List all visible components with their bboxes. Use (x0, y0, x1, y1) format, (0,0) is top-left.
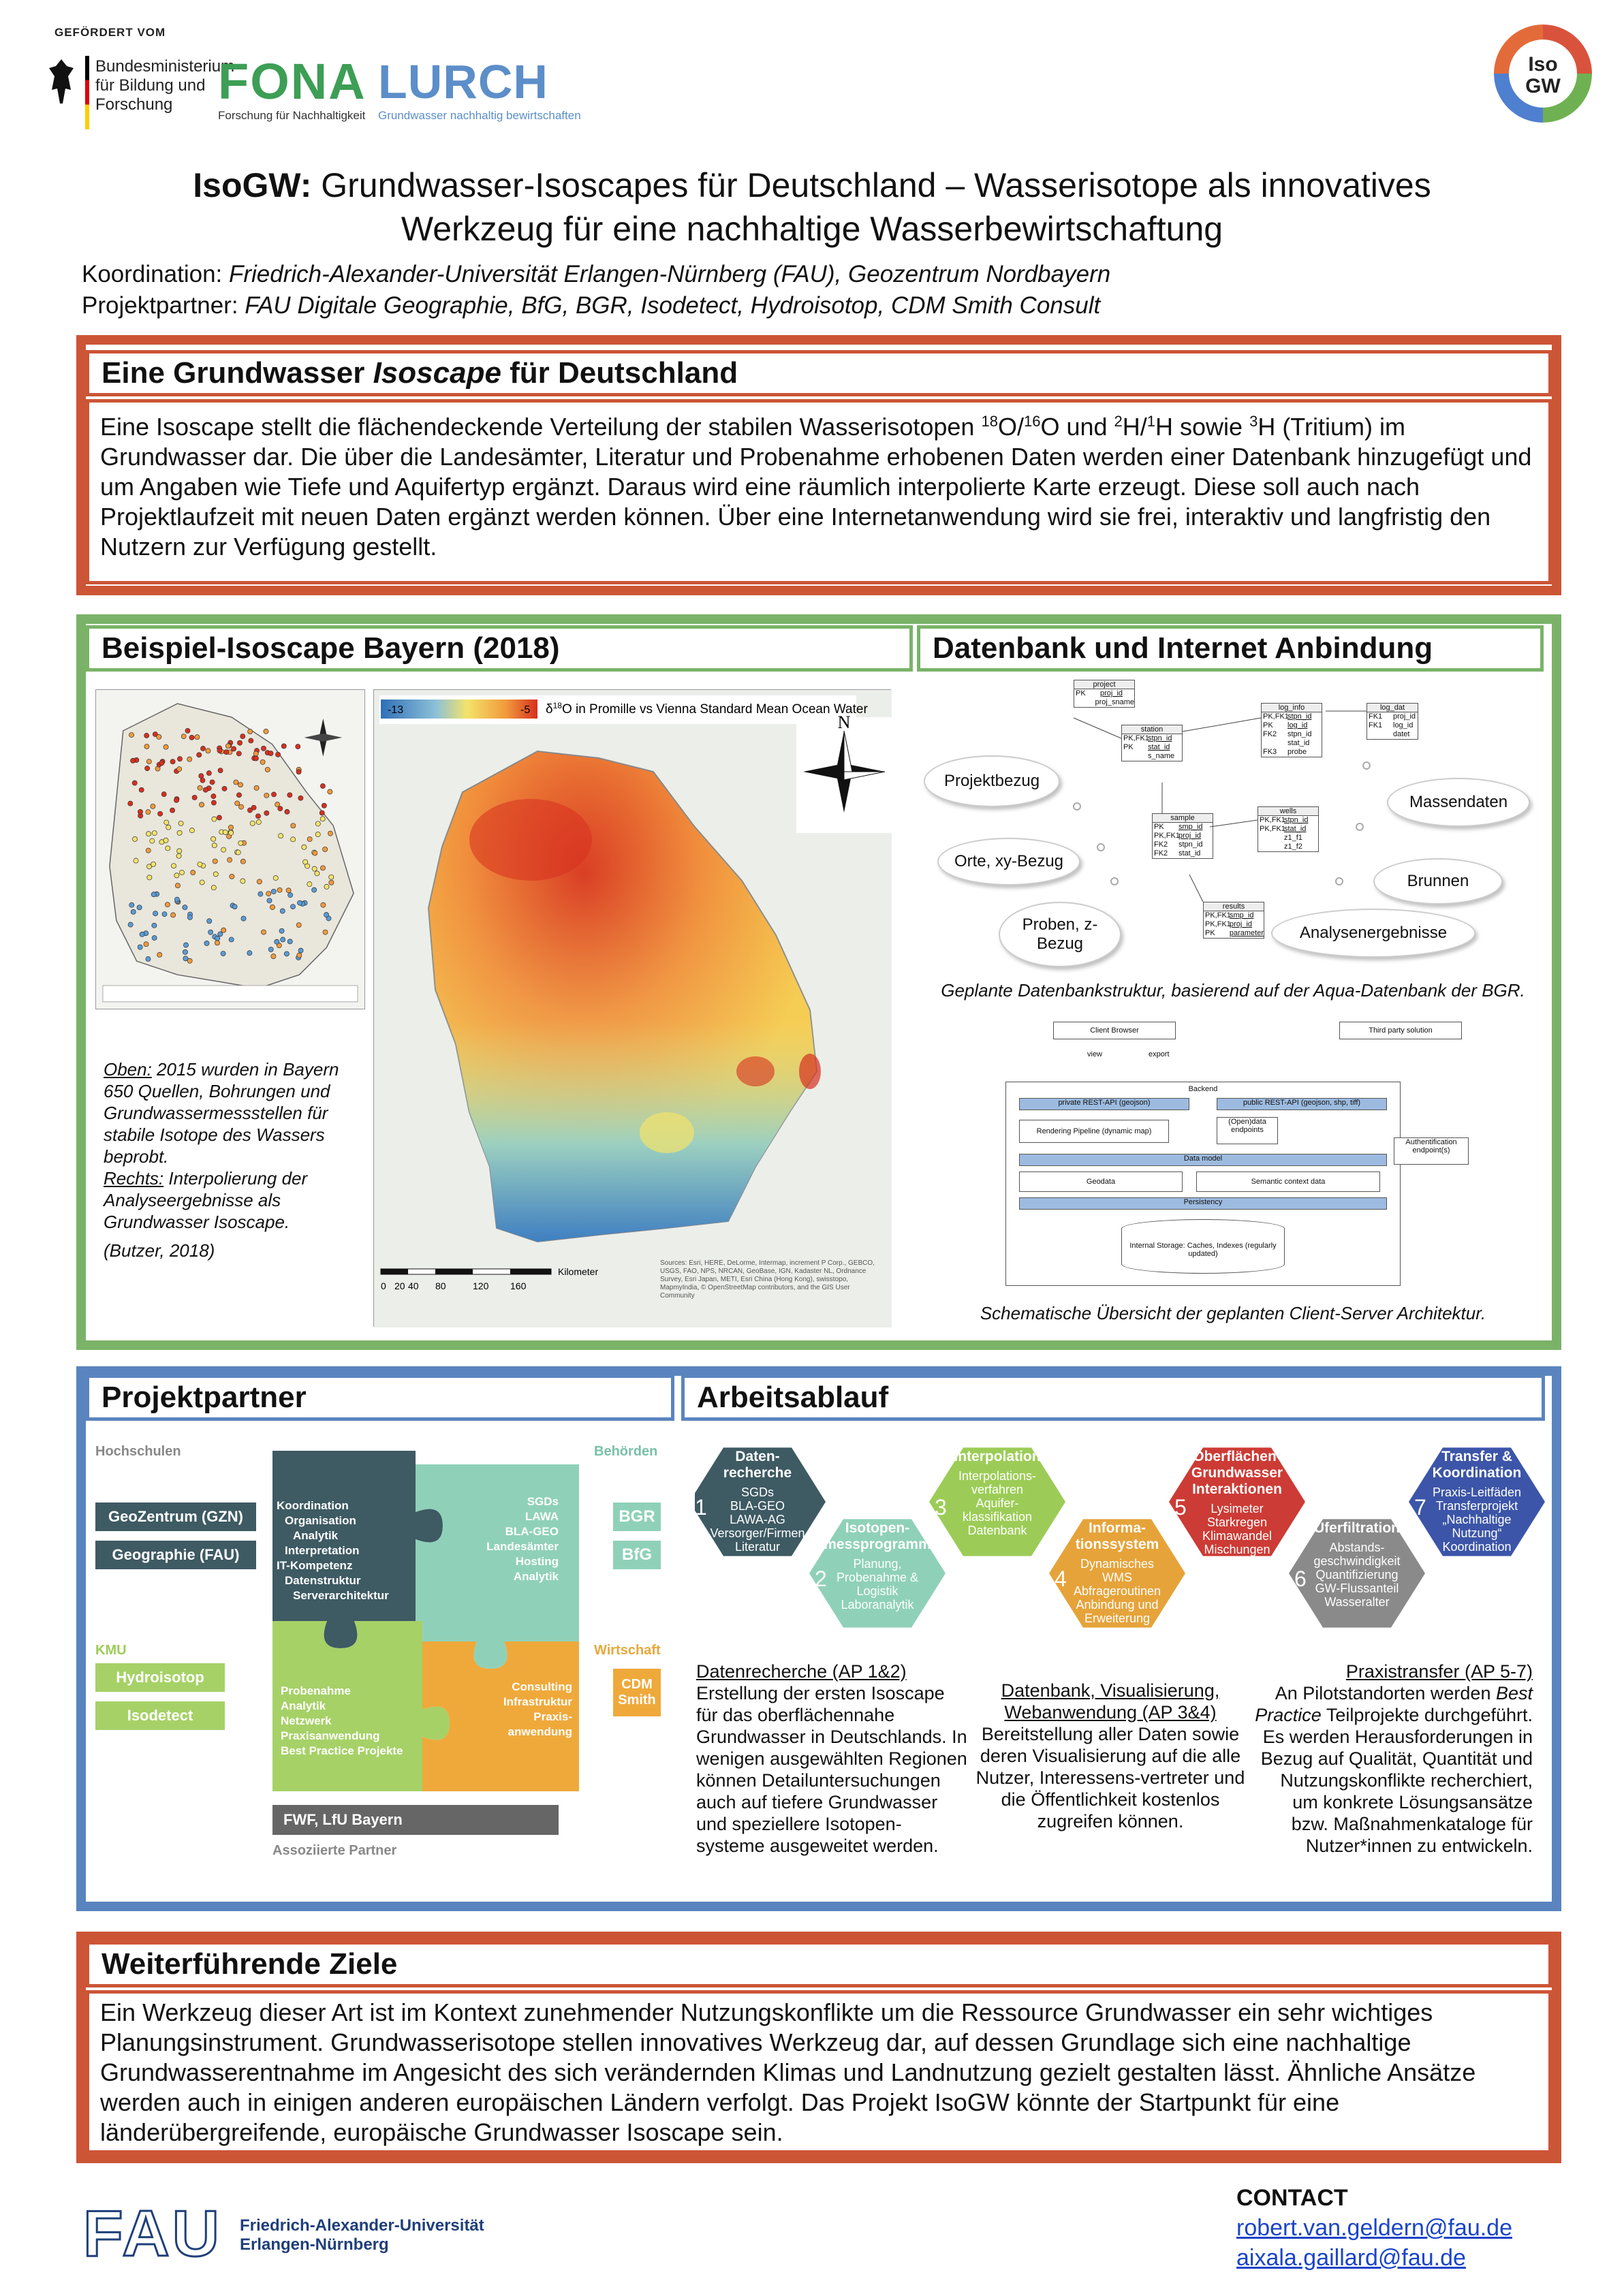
partner-isodetect: Isodetect (95, 1701, 225, 1730)
puzzle-piece-wirtschaft: Consulting Infrastruktur Praxis- anwendung (503, 1680, 572, 1738)
db-caption: Geplante Datenbankstruktur, basierend auf der Aqua-Datenbank der BGR. (941, 980, 1525, 1001)
hex-body: Lysimeter Starkregen Klimawandel Mischungen (1202, 1502, 1272, 1556)
hex-number: 3 (935, 1495, 947, 1520)
arch-open-data: (Open)data endpoints (1217, 1117, 1278, 1144)
workflow-text-3: Praxistransfer (AP 5-7) An Pilotstandorten werden Best Practice Teilprojekte durchgeführt. Es werden Herausforderungen in Bezug auf Qualität, Quantität und Nutzungskonflikte recherchiert, um konkrete Lösungsansätze bzw. Maßnahmenkataloge für Nutzer*innen zu entwickeln. (1255, 1661, 1533, 1856)
fau-wordmark: FAU (83, 2197, 222, 2270)
bubble-brunnen: Brunnen (1373, 858, 1503, 905)
label-hochschulen: Hochschulen (95, 1444, 181, 1459)
hex-body: SGDs BLA-GEO LAWA-AG Versorger/Firmen Literatur (710, 1485, 805, 1554)
partner-label: Projektpartner: (82, 292, 245, 319)
section2-right-heading: Datenbank und Internet Anbindung (917, 625, 1544, 672)
fau-logo (83, 2197, 492, 2275)
email-link-1[interactable]: robert.van.geldern@fau.de (1236, 2215, 1512, 2241)
section4-text: Ein Werkzeug dieser Art ist im Kontext zunehmender Nutzungskonflikte um die Ressource Grundwasser ein sehr wichtiges Planungsinstrument. Grundwasserisotope stellen innovatives Werkzeug dar, auf dessen Grundlage sich eine nachhaltige Grundwasserentnahme im Angesicht des sich verändernden Klimas und Landnutzung gezielt gestalten lässt. Ähnliche Ansätze werden auch in einigen anderen europäischen Ländern verfolgt. Das Projekt IsoGW könnte der Startpunkt für eine länderübergreifende, europäische Grundwasser Isoscape sein. (86, 1990, 1552, 2154)
workflow-text-2: Datenbank, Visualisierung, Webanwendung (AP 3&4) Bereitstellung aller Daten sowie deren Visualisierung auf die alle Nutzer, Interessens-vertreter und die Öffentlichkeit kostenlos zugreifen können. (975, 1680, 1245, 1831)
arch-storage: Internal Storage: Caches, Indexes (regularly updated) (1121, 1219, 1285, 1274)
puzzle-piece-kmu: Probenahme Analytik Netzwerk Praxisanwendung Best Practice Projekte (281, 1684, 403, 1757)
svg-text:Iso: Iso (1528, 53, 1558, 76)
arch-caption: Schematische Übersicht der geplanten Client-Server Architektur. (980, 1303, 1486, 1323)
scale-tick: 80 (435, 1280, 446, 1291)
svg-text:δ18O in Promille vs Vienna Sta: $\delta^{18}O$ in Promille vs Vienna Standard Mean Ocean Water (546, 701, 868, 717)
db-table-log_dat: log_dat FK1 proj_id FK1 log_id datet (1367, 703, 1418, 740)
arch-rendering: Rendering Pipeline (dynamic map) (1019, 1120, 1169, 1143)
scale-tick: 120 (473, 1280, 489, 1291)
arch-geodata: Geodata (1019, 1171, 1183, 1192)
partner-puzzle (89, 1444, 674, 1880)
svg-text:GW: GW (1525, 75, 1561, 97)
map-caption: Oben: 2015 wurden in Bayern 650 Quellen, Bohrungen und Grundwassermessstellen für stabile Isotope des Wassers beprobt. Rechts: Interpolierung der Analyseergebnisse als Grundwasser Isoscape. (Butzer, 2018) (104, 1059, 339, 1261)
workflow-hexagons (695, 1437, 1546, 1641)
bubble-analysenergebnisse: Analysenergebnisse (1271, 909, 1475, 958)
label-behoerden: Behörden (594, 1444, 658, 1459)
hex-body: Planung, Probenahme & Logistik Laboranalytik (836, 1557, 919, 1611)
hex-body: Abstands- geschwindigkeit Quantifizierung GW-Flussanteil Wasseralter (1313, 1541, 1401, 1609)
scale-tick: 40 (408, 1280, 419, 1291)
title-line2: Werkzeug für eine nachhaltige Wasserbewirtschaftung (401, 210, 1223, 248)
arch-semantic: Semantic context data (1196, 1171, 1380, 1192)
db-table-project: project PK proj_id proj_sname (1074, 680, 1135, 708)
partner-hydroisotop: Hydroisotop (95, 1663, 225, 1692)
db-table-results: results PK,FK1 smp_id PK,FK1 proj_id PK parameter (1203, 902, 1264, 939)
label-kmu: KMU (95, 1643, 127, 1658)
hex-number: 4 (1055, 1567, 1067, 1591)
map-source-text: Sources: Esri, HERE, DeLorme, Intermap, increment P Corp., GEBCO, USGS, FAO, NPS, NRCAN, GeoBase, IGN, Kadaster NL, Ordnance Survey, Esri Japan, METI, Esri China (Hong Kong), swisstopo, MapmyIndia, © OpenStreetMap contributors, and the GIS User Community (660, 1259, 875, 1300)
coord-label: Koordination: (82, 261, 229, 287)
title-bold: IsoGW: (193, 166, 312, 204)
db-table-wells: wells PK,FK1 stpn_id PK,FK1 stat_id z1_f1 z1_f2 (1258, 806, 1319, 852)
arch-persistency: Persistency (1019, 1197, 1387, 1210)
contact-block (1236, 2183, 1512, 2273)
arch-auth: Authentification endpoint(s) (1394, 1137, 1469, 1165)
arch-client: Client Browser (1053, 1022, 1176, 1039)
fona-logo (218, 54, 366, 123)
scale-tick: 160 (510, 1280, 527, 1291)
bubble-massendaten: Massendaten (1387, 778, 1530, 827)
fona-wordmark: FONA (218, 53, 366, 110)
db-table-station: station PK,FK1 stpn_id PK stat_id s_name (1121, 725, 1183, 761)
bmbf-funded-label: GEFÖRDERT VOM (54, 26, 166, 39)
eagle-icon (48, 56, 75, 110)
partner-value: FAU Digitale Geographie, BfG, BGR, Isodetect, Hydroisotop, CDM Smith Consult (245, 292, 1101, 319)
hex-body: Praxis-Leitfäden Transferprojekt „Nachhaltige Nutzung“ Koordination (1432, 1485, 1522, 1554)
title-line1: Grundwasser-Isoscapes für Deutschland – Wasserisotope als innovatives (311, 166, 1431, 204)
isoscape-map (373, 689, 891, 1327)
north-arrow-icon (304, 719, 342, 757)
arch-third-party: Third party solution (1339, 1022, 1462, 1039)
hex-title: Oberflächen- Grundwasser Interaktionen (1191, 1449, 1283, 1497)
arch-export: export (1149, 1050, 1170, 1058)
poster-title (41, 163, 1583, 251)
arch-backend: Backend (1005, 1082, 1401, 1286)
svg-text:Kilometer: Kilometer (558, 1266, 599, 1277)
hex-title: Uferfiltration (1314, 1520, 1400, 1536)
sample-sites-map (95, 689, 365, 1009)
hex-body: Interpolations- verfahren Aquifer- klassifikation Datenbank (958, 1469, 1037, 1537)
hex-number: 5 (1174, 1495, 1187, 1520)
hex-number: 7 (1414, 1495, 1426, 1520)
partner-bgr: BGR (613, 1503, 661, 1531)
bmbf-logo (48, 26, 235, 138)
hex-title: Daten- recherche (723, 1449, 792, 1481)
svg-text:-13: -13 (388, 704, 404, 716)
coord-value: Friedrich-Alexander-Universität Erlangen-Nürnberg (FAU), Geozentrum Nordbayern (228, 261, 1111, 287)
partner-fwf-lfu: FWF, LfU Bayern (272, 1805, 559, 1835)
bubble-proben: Proben, z-Bezug (999, 902, 1121, 967)
email-link-2[interactable]: aixala.gaillard@fau.de (1236, 2245, 1466, 2271)
isogw-logo (1488, 19, 1597, 128)
section3-right-heading: Arbeitsablauf (681, 1374, 1545, 1421)
section4-heading: Weiterführende Ziele (86, 1941, 1552, 1987)
fau-name: Friedrich-Alexander-Universität Erlangen-Nürnberg (240, 2216, 484, 2254)
section1-text: Eine Isoscape stellt die flächendeckende Verteilung der stabilen Wasserisotopen $^{18}$O/$^{16}$O und $^2$H/$^1$H sowie $^3$H (Tritium) im Grundwasser dar. Die über die Landesämter, Literatur und Probenahme erhobenen Daten werden einer Datenbank hinzugefügt und um Angaben wie Tiefe und Aquifertyp ergänzt. Daraus wird eine räumlich interpolierte Karte erzeugt. Diese soll auch nach Projektlaufzeit mit neuen Daten ergänzt werden können. Über eine Internetanwendung wird sie frei, interaktiv und langfristig den Nutzern zur Verfügung gestellt. (86, 399, 1552, 584)
workflow-text-1: Datenrecherche (AP 1&2) Erstellung der ersten Isoscape für das oberflächennahe Grundwasser in Deutschlands. In wenigen ausgewählten Regionen können Detailuntersuchungen auch auf tiefere Grundwasser und speziellere Isotopen-systeme ausgeweitet werden. (696, 1661, 967, 1856)
isoscape-map-canvas (374, 690, 892, 1327)
arch-public-api: public REST-API (geojson, shp, tiff) (1217, 1098, 1387, 1110)
section2-left-heading: Beispiel-Isoscape Bayern (2018) (86, 625, 913, 672)
partner-bfg: BfG (613, 1541, 661, 1569)
bmbf-name: Bundesministerium für Bildung und Forschung (95, 57, 235, 114)
fona-subtitle: Forschung für Nachhaltigkeit (218, 109, 366, 122)
svg-text:N: N (837, 712, 851, 732)
hex-title: Informa- tionssystem (1075, 1520, 1159, 1552)
section1-heading: Eine Grundwasser Isoscape für Deutschland (86, 350, 1552, 396)
hex-number: 1 (695, 1495, 707, 1520)
partner-gzn: GeoZentrum (GZN) (95, 1503, 256, 1531)
architecture-diagram (917, 1022, 1544, 1294)
hex-title: Transfer & Koordination (1432, 1449, 1522, 1481)
database-diagram (917, 677, 1544, 977)
compass-icon (796, 712, 892, 833)
lurch-wordmark: LURCH (378, 55, 548, 108)
lurch-subtitle: Grundwasser nachhaltig bewirtschaften (378, 109, 581, 122)
arch-view: view (1087, 1050, 1103, 1058)
hex-number: 2 (815, 1567, 827, 1591)
lurch-logo (378, 54, 581, 123)
puzzle-piece-fau: Koordination Organisation Analytik Interpretation IT-Kompetenz Datenstruktur Serverarchitektur (277, 1499, 389, 1602)
bubble-projektbezug: Projektbezug (924, 755, 1060, 807)
scale-tick: 0 (381, 1280, 386, 1291)
hex-number: 6 (1294, 1567, 1307, 1591)
bubble-orte: Orte, xy-Bezug (937, 838, 1080, 885)
coordination-block (82, 259, 1110, 321)
hex-body: Dynamisches WMS Abfrageroutinen Anbindung und Erweiterung (1073, 1557, 1161, 1625)
db-table-sample: sample PK smp_id PK,FK1 proj_id FK2 stpn_id FK2 stat_id (1152, 813, 1213, 859)
puzzle-piece-behoerden: SGDs LAWA BLA-GEO Landesämter Hosting Analytik (486, 1495, 559, 1583)
arch-data-model: Data model (1019, 1154, 1387, 1166)
svg-text:-5: -5 (520, 704, 531, 716)
label-wirtschaft: Wirtschaft (594, 1643, 661, 1658)
partner-fau: Geographie (FAU) (95, 1541, 256, 1569)
partner-cdm: CDM Smith (613, 1669, 661, 1716)
contact-heading: CONTACT (1236, 2185, 1348, 2211)
arch-private-api: private REST-API (geojson) (1019, 1098, 1189, 1110)
scale-tick: 20 (394, 1280, 405, 1291)
db-table-log_info: log_info PK,FK1 stpn_id PK log_id FK2 stpn_id stat_id FK3 probe (1261, 703, 1322, 757)
hex-title: Interpolation (954, 1449, 1041, 1464)
label-assoziierte: Assoziierte Partner (272, 1843, 397, 1858)
section3-left-heading: Projektpartner (86, 1374, 674, 1421)
hex-title: Isotopen- messprogramm (824, 1520, 931, 1552)
german-flag-bar (85, 56, 89, 129)
